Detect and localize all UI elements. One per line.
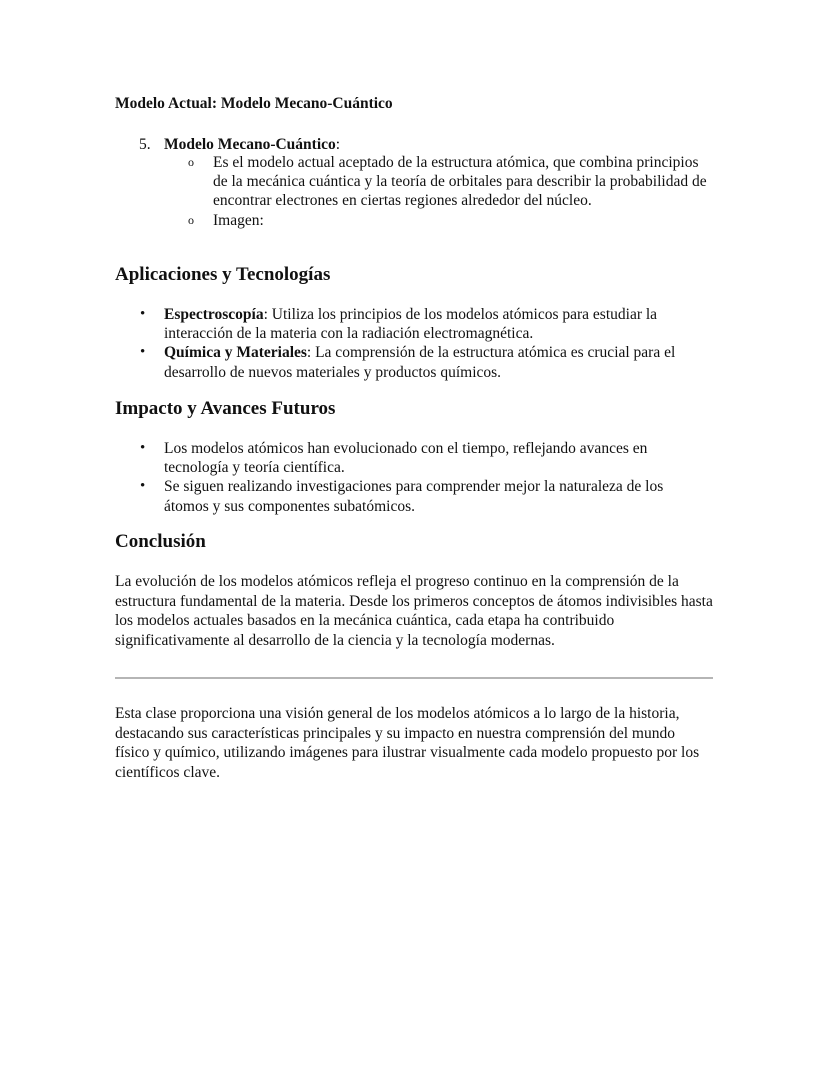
circle-bullet-icon: o — [188, 212, 194, 227]
sub-item-text: Imagen: — [213, 211, 264, 229]
impact-item-text: Se siguen realizando investigaciones para comprender mejor la naturaleza de los átomos y sus componentes subatómicos. — [164, 478, 664, 515]
bullet-icon: • — [140, 306, 146, 322]
impact-list — [140, 439, 710, 516]
applications-list — [140, 305, 710, 382]
applications-item-bold: Espectroscopía — [164, 306, 264, 323]
applications-item-bold: Química y Materiales — [164, 344, 307, 362]
sub-list-item — [188, 211, 708, 230]
item-bold-label: Modelo Mecano-Cuántico — [164, 136, 336, 153]
bullet-icon: • — [140, 478, 146, 495]
sub-list-item — [188, 153, 708, 211]
section-title: Modelo Actual: Modelo Mecano-Cuántico — [115, 95, 393, 112]
item-number: 5. — [139, 136, 151, 153]
conclusion-paragraph: La evolución de los modelos atómicos refleja el progreso continuo en la comprensión de la estructura fundamental de la materia. Desde los primeros conceptos de átomos indivisibles hasta los modelos actuales basados en la mecánica cuántica, cada etapa ha contribuido significativamente al desarrollo de la ciencia y la tecnología modernas. — [115, 573, 713, 649]
applications-item — [140, 343, 710, 381]
applications-item — [140, 305, 710, 343]
sub-item-text: Es el modelo actual aceptado de la estructura atómica, que combina principios de la mecánica cuántica y la teoría de orbitales para describir la probabilidad de encontrar electrones en ciertas regiones alrededor del núcleo. — [213, 154, 707, 210]
item-suffix: : — [335, 136, 341, 153]
impact-item — [140, 477, 710, 515]
numbered-item — [139, 135, 340, 155]
closing-note: Esta clase proporciona una visión general de los modelos atómicos a lo largo de la historia, destacando sus características principales y su impacto en nuestra comprensión del mundo físico y químico, utilizando imágenes para ilustrar visualmente cada modelo propuesto por los científicos clave. — [115, 705, 700, 781]
sub-list — [188, 153, 708, 230]
circle-bullet-icon: o — [188, 155, 194, 169]
bullet-icon: • — [140, 344, 146, 361]
bullet-icon: • — [140, 440, 146, 456]
conclusion-heading: Conclusión — [115, 531, 206, 552]
impact-heading: Impacto y Avances Futuros — [115, 398, 336, 419]
applications-item-text: : Utiliza los principios de los modelos atómicos para estudiar la interacción de la materia con la radiación electromagnética. — [164, 306, 658, 343]
applications-heading: Aplicaciones y Tecnologías — [115, 264, 331, 285]
impact-item — [140, 439, 710, 477]
impact-item-text: Los modelos atómicos han evolucionado con el tiempo, reflejando avances en tecnología y teoría científica. — [164, 440, 648, 477]
horizontal-rule — [115, 677, 713, 679]
applications-item-text: : La comprensión de la estructura atómica es crucial para el desarrollo de nuevos materiales y productos químicos. — [164, 344, 676, 381]
